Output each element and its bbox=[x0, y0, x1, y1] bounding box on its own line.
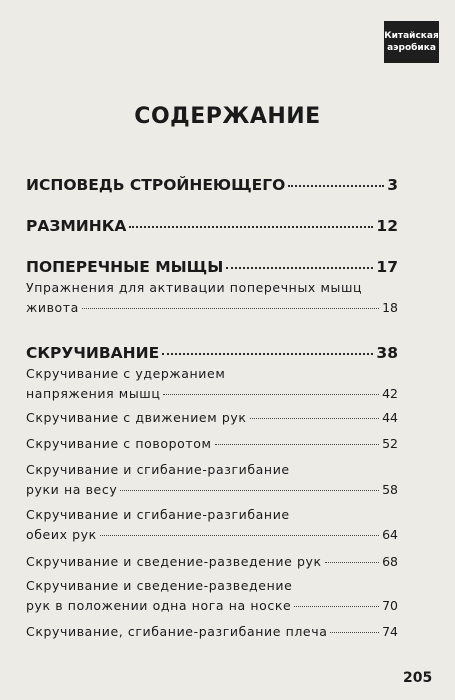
toc-entry-label-line-2: рук в положении одна нога на носке bbox=[26, 598, 292, 613]
toc-entry-page: 12 bbox=[376, 217, 398, 235]
toc-entry-page: 42 bbox=[382, 386, 398, 401]
toc-leader-dots bbox=[100, 535, 379, 536]
toc-entry-page: 64 bbox=[382, 527, 398, 542]
toc-entry-label-line-2: живота bbox=[26, 300, 79, 315]
section-badge bbox=[384, 21, 439, 63]
toc-entry-page: 3 bbox=[387, 176, 398, 194]
toc-entry-label: Скручивание и сведение-разведение рук bbox=[26, 554, 322, 569]
toc-leader-dots bbox=[288, 185, 384, 187]
toc-entry-page: 70 bbox=[382, 598, 398, 613]
toc-entry-page: 17 bbox=[376, 258, 398, 276]
toc-leader-dots bbox=[82, 308, 379, 309]
toc-entry-label-line-1: Скручивание и сгибание-разгибание bbox=[26, 507, 290, 522]
badge-line-1: Китайская bbox=[384, 31, 439, 41]
toc-leader-dots bbox=[120, 490, 379, 491]
toc-entry-page: 38 bbox=[376, 344, 398, 362]
toc-entry-label-line-1: Скручивание и сгибание-разгибание bbox=[26, 462, 290, 477]
badge-line-2: аэробика bbox=[387, 43, 436, 53]
toc-entry bbox=[26, 258, 398, 276]
toc-entry bbox=[26, 176, 398, 194]
toc-entry-label: СКРУЧИВАНИЕ bbox=[26, 344, 160, 362]
toc-entry bbox=[26, 462, 398, 497]
toc-entry-label: РАЗМИНКА bbox=[26, 217, 127, 235]
page-title: СОДЕРЖАНИЕ bbox=[134, 104, 321, 129]
toc-entry bbox=[26, 578, 398, 613]
toc-entry-label-line-1: Скручивание и сведение-разведение bbox=[26, 578, 293, 593]
toc-entry-page: 58 bbox=[382, 482, 398, 497]
toc-leader-dots bbox=[129, 226, 373, 228]
page-number: 205 bbox=[403, 670, 433, 686]
toc-entry-label: ПОПЕРЕЧНЫЕ МЫЩЫ bbox=[26, 258, 224, 276]
toc-entry-label: Скручивание, сгибание-разгибание плеча bbox=[26, 624, 328, 639]
toc-leader-dots bbox=[330, 632, 379, 633]
toc-entry bbox=[26, 436, 398, 451]
toc-leader-dots bbox=[162, 353, 373, 355]
toc-entry-label-line-1: Скручивание с удержанием bbox=[26, 366, 226, 381]
toc-entry-page: 68 bbox=[382, 554, 398, 569]
toc-leader-dots bbox=[215, 444, 380, 445]
toc-entry-label: Скручивание с поворотом bbox=[26, 436, 212, 451]
toc-entry bbox=[26, 624, 398, 639]
toc-entry-label: Скручивание с движением рук bbox=[26, 410, 247, 425]
toc-leader-dots bbox=[163, 394, 379, 395]
toc-entry bbox=[26, 344, 398, 362]
toc-entry-label-line-2: напряжения мышц bbox=[26, 386, 161, 401]
toc-entry bbox=[26, 280, 398, 315]
toc-entry-label-line-2: руки на весу bbox=[26, 482, 118, 497]
toc-leader-dots bbox=[294, 606, 379, 607]
toc-entry bbox=[26, 410, 398, 425]
toc-entry bbox=[26, 507, 398, 542]
toc-leader-dots bbox=[325, 562, 379, 563]
toc-entry bbox=[26, 217, 398, 235]
toc-entry bbox=[26, 366, 398, 401]
toc-entry-page: 74 bbox=[382, 624, 398, 639]
toc-leader-dots bbox=[226, 267, 373, 269]
toc-entry-page: 18 bbox=[382, 300, 398, 315]
toc-entry-label-line-2: обеих рук bbox=[26, 527, 97, 542]
toc-entry-label: ИСПОВЕДЬ СТРОЙНЕЮЩЕГО bbox=[26, 176, 286, 194]
toc-entry-page: 52 bbox=[382, 436, 398, 451]
toc-entry-label-line-1: Упражнения для активации поперечных мышц bbox=[26, 280, 363, 295]
toc-entry bbox=[26, 554, 398, 569]
toc-entry-page: 44 bbox=[382, 410, 398, 425]
toc-leader-dots bbox=[250, 418, 380, 419]
